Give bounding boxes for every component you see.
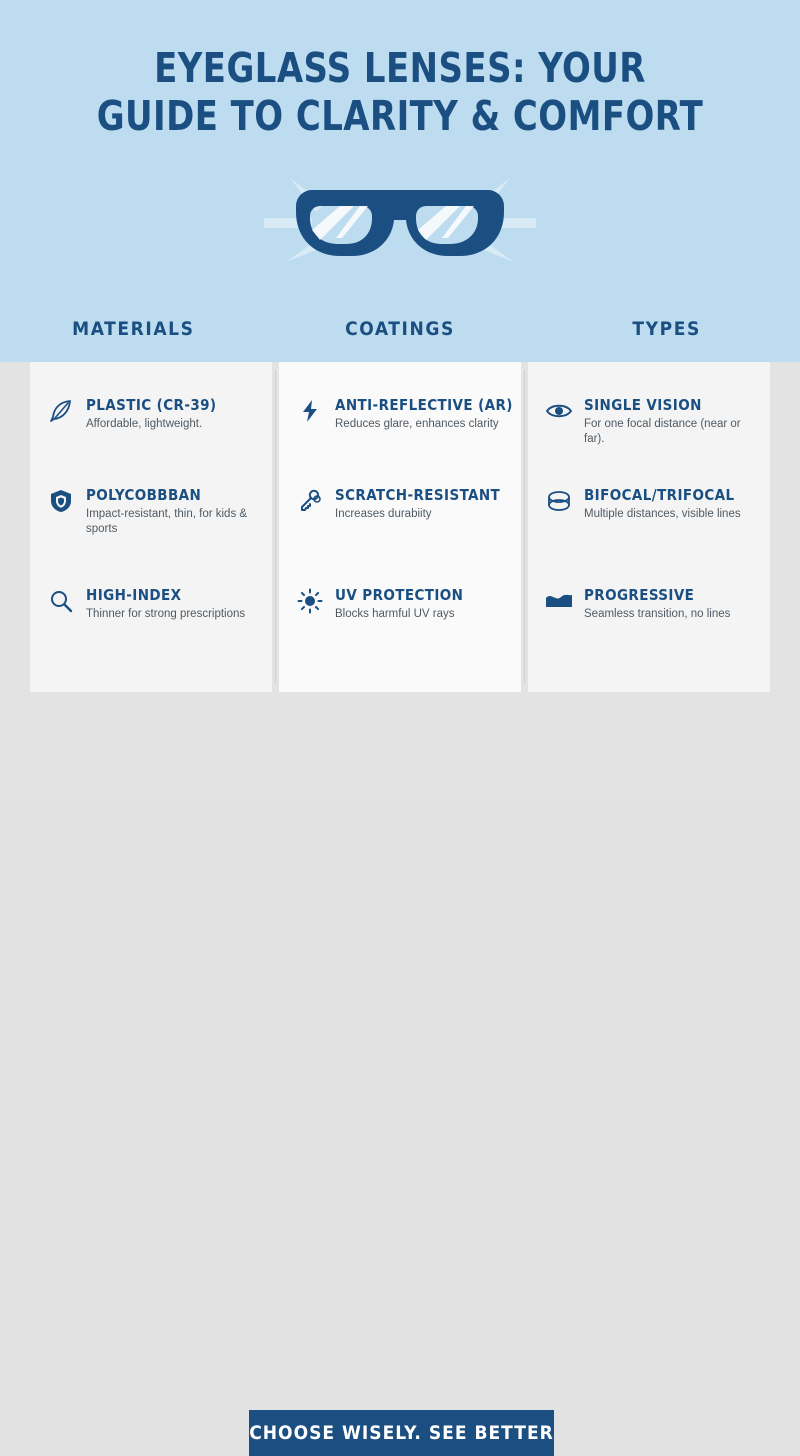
column-types [528,362,770,692]
list-item-text [335,486,515,522]
list-item-description: For one focal distance (near or far). [584,418,741,445]
feather-icon [44,396,78,432]
list-item [542,396,764,447]
list-item-description: Multiple distances, visible lines [584,508,741,520]
column-heading-coatings: COATINGS [345,318,455,340]
list-item-title: HIGH-INDEX [86,586,182,604]
list-item-description: Blocks harmful UV rays [335,608,455,620]
list-item-title: PROGRESSIVE [584,586,695,604]
column-divider-1 [275,370,276,684]
sun-icon [293,586,327,622]
list-item-text [584,486,764,522]
list-item-text [335,586,515,622]
list-item-title: SINGLE VISION [584,396,702,414]
page-title-line-1: EYEGLASS LENSES: YOUR [154,44,646,92]
magnifier-icon [44,586,78,622]
list-item-description: Increases durabiity [335,508,432,520]
list-item-text [335,396,515,432]
list-item-description: Impact-resistant, thin, for kids & sports [86,508,248,535]
list-item [293,486,515,522]
list-item-text [584,586,764,622]
list-item-text [86,586,266,622]
column-headings [0,318,800,348]
list-item-title: SCRATCH-RESISTANT [335,486,501,504]
wave-icon [542,586,576,622]
content-area [0,362,800,692]
list-item-title: UV PROTECTION [335,586,464,604]
list-item-text [86,486,266,537]
list-item [542,586,764,622]
bifocal-lens-icon [542,486,576,522]
column-heading-types: TYPES [632,318,701,340]
list-item-text [584,396,764,447]
page-title [32,44,768,140]
list-item-description: Thinner for strong prescriptions [86,608,246,620]
list-item [542,486,764,522]
list-item-text [86,396,266,432]
column-coatings [279,362,521,692]
list-item-title: BIFOCAL/TRIFOCAL [584,486,735,504]
list-item-description: Seamless transition, no lines [584,608,731,620]
column-heading-materials: MATERIALS [72,318,195,340]
list-item-title: ANTI-REFLECTIVE (AR) [335,396,513,414]
list-item [44,486,266,537]
column-divider-2 [524,370,525,684]
column-materials [30,362,272,692]
header-band [0,0,800,362]
cta-banner[interactable]: CHOOSE WISELY. SEE BETTER [249,1410,554,1456]
list-item [44,396,266,432]
footer-band [0,692,800,1444]
list-item [293,586,515,622]
list-item-description: Affordable, lightweight. [86,418,203,430]
list-item-title: PLASTIC (CR-39) [86,396,217,414]
shield-icon [44,486,78,522]
list-item-description: Reduces glare, enhances clarity [335,418,499,430]
list-item [44,586,266,622]
page-title-line-2: GUIDE TO CLARITY & COMFORT [96,92,704,140]
eye-icon [542,396,576,432]
keys-icon [293,486,327,522]
lightning-bolt-icon [293,396,327,432]
list-item [293,396,515,432]
list-item-title: POLYCOBBBAN [86,486,202,504]
eyeglasses-icon [220,160,580,280]
